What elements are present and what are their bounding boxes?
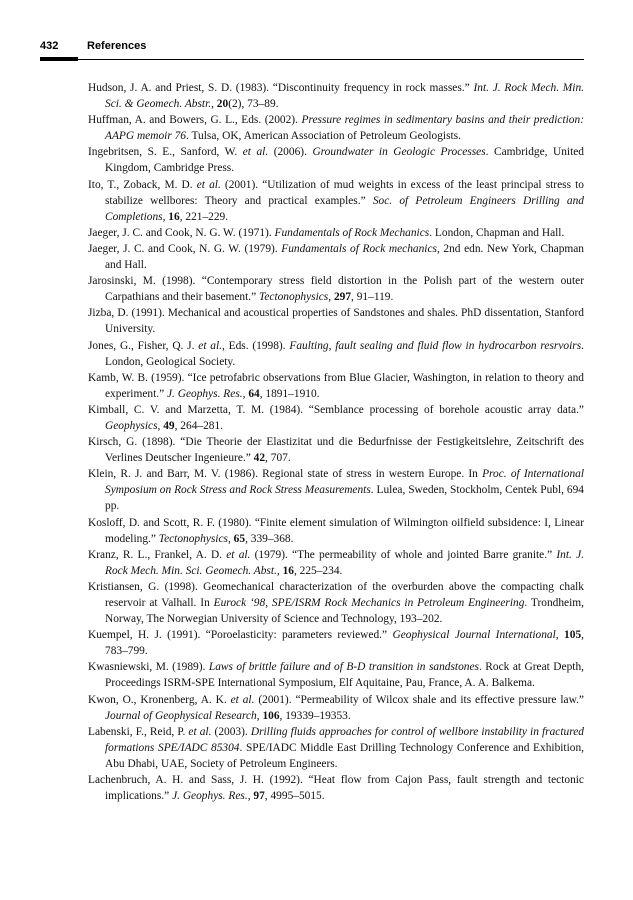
reference-entry: [88, 772, 584, 804]
reference-volume: 16: [282, 564, 294, 577]
reference-entry: [88, 338, 584, 370]
reference-text: (2001). “Utilization of mud weights in excess of the least principal stress to stabilize wellbores: Theory and practical examples.”: [105, 178, 584, 207]
reference-text: . Rock at Great Depth, Proceedings ISRM-SPE International Symposium, Elf Aquitaine, Pau, France, A. A. Balkema.: [105, 661, 584, 690]
reference-italic-text: et al.: [198, 339, 222, 352]
reference-italic-text: Drilling fluids approaches for control of wellbore instability in fractured formations SPE/IADC 85304: [105, 725, 584, 754]
reference-italic-text: Int. J. Rock Mech. Min. Sci. & Geomech. Abstr.: [105, 82, 584, 111]
reference-entry: [88, 466, 584, 514]
reference-italic-text: Tectonophysics: [158, 532, 228, 545]
reference-text: ,: [247, 790, 254, 803]
header-rule-thick: [40, 57, 78, 61]
reference-text: (2), 73–89.: [228, 98, 279, 111]
reference-text: . London, Geological Society.: [105, 339, 584, 368]
reference-entry: [88, 225, 584, 241]
reference-volume: 105: [564, 629, 582, 642]
reference-text: (2006).: [268, 146, 313, 159]
reference-text: , 1891–1910.: [259, 387, 320, 400]
reference-entry: [88, 547, 584, 579]
reference-entry: [88, 241, 584, 273]
reference-italic-text: et al.: [196, 178, 221, 191]
reference-text: ,: [162, 210, 169, 223]
reference-italic-text: Pressure regimes in sedimentary basins and their prediction: AAPG memoir 76: [105, 114, 584, 143]
reference-text: ,: [276, 564, 283, 577]
reference-text: Ito, T., Zoback, M. D.: [88, 178, 197, 191]
reference-volume: 97: [253, 790, 265, 803]
reference-volume: 64: [248, 387, 260, 400]
reference-text: , 783–799.: [105, 629, 584, 658]
reference-text: , 707.: [265, 452, 291, 465]
reference-text: Huffman, A. and Bowers, G. L., Eds. (2002).: [88, 114, 302, 127]
reference-text: Hudson, J. A. and Priest, S. D. (1983). “Discontinuity frequency in rock masses.”: [88, 82, 474, 94]
reference-volume: 20: [216, 98, 229, 111]
reference-entry: [88, 579, 584, 627]
page-number: 432: [40, 40, 59, 52]
reference-italic-text: et al.: [230, 693, 255, 706]
reference-italic-text: J. Geophys. Res.: [172, 790, 248, 803]
page-header: [40, 40, 584, 70]
reference-italic-text: et al.: [242, 146, 269, 159]
reference-text: , 4995–5015.: [264, 790, 325, 803]
reference-entry: [88, 434, 584, 466]
reference-entry: [88, 659, 584, 691]
reference-italic-text: Laws of brittle failure and of B-D transition in sandstones: [208, 661, 479, 674]
reference-italic-text: Proc. of International Symposium on Rock Stress and Rock Stress Measurements: [105, 468, 585, 497]
reference-entry: [88, 515, 584, 547]
reference-italic-text: et al.: [188, 725, 212, 738]
header-rule-thin: [78, 59, 584, 60]
reference-volume: 297: [333, 291, 352, 304]
reference-text: Kwasniewski, M. (1989).: [88, 661, 209, 674]
reference-text: Labenski, F., Reid, P.: [88, 725, 189, 738]
reference-entry: [88, 273, 584, 305]
reference-text: ,: [242, 387, 249, 400]
reference-italic-text: Eurock ‘98, SPE/ISRM Rock Mechanics in Petroleum Engineering: [213, 597, 525, 609]
running-head: References: [87, 40, 147, 52]
reference-text: Kosloff, D. and Scott, R. F. (1980). “Finite element simulation of Wilmington oilfield subsidence: I, Linear modeling.”: [88, 516, 584, 545]
reference-text: . Cambridge, United Kingdom, Cambridge Press.: [105, 146, 585, 175]
reference-italic-text: Geophysics: [105, 419, 158, 432]
reference-text: Jones, G., Fisher, Q. J.: [88, 339, 199, 352]
reference-text: Jaeger, J. C. and Cook, N. G. W. (1971).: [88, 226, 275, 239]
reference-italic-text: Fundamentals of Rock mechanics: [281, 242, 437, 255]
reference-italic-text: Groundwater in Geologic Processes: [312, 146, 486, 159]
reference-entry: [88, 80, 584, 112]
reference-text: ,: [227, 532, 234, 545]
reference-text: , 264–281.: [174, 419, 224, 432]
reference-italic-text: J. Geophys. Res.: [167, 387, 243, 400]
reference-text: (2001). “Permeability of Wilcox shale and its effective pressure law.”: [254, 693, 584, 706]
reference-text: . SPE/IADC Middle East Drilling Technology Conference and Exhibition, Abu Dhabi, UAE, Society of Petroleum Engineers.: [105, 741, 584, 770]
reference-italic-text: Soc. of Petroleum Engineers Drilling and Completions: [105, 194, 584, 223]
reference-text: . Trondheim, Norway, The Norwegian University of Science and Technology, 193–202.: [105, 597, 584, 626]
reference-text: Kwon, O., Kronenberg, A. K.: [88, 693, 231, 706]
reference-text: Ingebritsen, S. E., Sanford, W.: [88, 146, 243, 159]
reference-text: . London, Chapman and Hall.: [429, 226, 565, 239]
reference-volume: 49: [163, 419, 175, 432]
reference-text: Jizba, D. (1991). Mechanical and acoustical properties of Sandstones and shales. PhD dissentation, Stanford University.: [88, 307, 584, 336]
reference-text: , Eds. (1998).: [221, 339, 290, 352]
reference-list: [88, 80, 584, 804]
reference-entry: [88, 144, 584, 176]
reference-text: , 91–119.: [351, 291, 394, 304]
reference-text: Klein, R. J. and Barr, M. V. (1986). Regional state of stress in western Europe. In: [88, 468, 483, 481]
reference-text: (2003).: [211, 725, 251, 738]
reference-entry: [88, 305, 584, 337]
reference-italic-text: et al.: [226, 548, 251, 561]
reference-italic-text: Tectonophysics: [259, 291, 329, 304]
reference-text: ,: [555, 629, 565, 642]
reference-text: Lachenbruch, A. H. and Sass, J. H. (1992). “Heat flow from Cajon Pass, fault strength and tectonic implications.”: [88, 774, 584, 803]
reference-volume: 42: [253, 452, 266, 465]
reference-text: Kamb, W. B. (1959). “Ice petrofabric observations from Blue Glacier, Washington, in relation to theory and experiment.”: [88, 371, 584, 400]
reference-entry: [88, 112, 584, 144]
reference-text: (1979). “The permeability of whole and jointed Barre granite.”: [250, 548, 557, 561]
reference-entry: [88, 724, 584, 772]
reference-volume: 65: [233, 532, 246, 545]
reference-entry: [88, 402, 584, 434]
reference-text: Kristiansen, G. (1998). Geomechanical characterization of the overburden above the compacting chalk reservoir at Valhall. In: [88, 580, 584, 609]
reference-text: . Lulea, Sweden, Stockholm, Centek Publ, 694 pp.: [105, 484, 585, 513]
reference-text: ,: [256, 709, 263, 722]
reference-italic-text: Faulting, fault sealing and fluid flow in hydrocarbon resrvoirs: [289, 339, 582, 352]
reference-entry: [88, 370, 584, 402]
reference-entry: [88, 692, 584, 724]
reference-text: Jarosinski, M. (1998). “Contemporary stress field distortion in the Polish part of the western outer Carpathians and their basement.”: [88, 275, 584, 304]
reference-volume: 106: [262, 709, 280, 722]
reference-text: . Tulsa, OK, American Association of Petroleum Geologists.: [186, 130, 461, 143]
reference-entry: [88, 627, 584, 659]
reference-text: Kuempel, H. J. (1991). “Poroelasticity: parameters reviewed.”: [88, 629, 393, 642]
reference-text: Jaeger, J. C. and Cook, N. G. W. (1979).: [88, 242, 282, 255]
reference-text: , 19339–19353.: [279, 709, 351, 722]
reference-text: , 2nd edn. New York, Chapman and Hall.: [105, 242, 584, 272]
reference-italic-text: Fundamentals of Rock Mechanics: [274, 226, 430, 239]
reference-text: ,: [157, 419, 164, 432]
reference-italic-text: Int. J. Rock Mech. Min. Sci. Geomech. Abst.: [105, 548, 584, 577]
reference-text: ,: [328, 291, 334, 304]
reference-entry: [88, 177, 584, 225]
reference-text: Kimball, C. V. and Marzetta, T. M. (1984). “Semblance processing of borehole acoustic array data.”: [88, 403, 584, 416]
reference-text: Kirsch, G. (1898). “Die Theorie der Elastizitat und die Bedurfnisse der Festigkeitslehre, Zeitschrift des Verlines Deutscher Ingenieure.”: [88, 436, 584, 465]
reference-text: , 221–229.: [179, 210, 229, 223]
reference-volume: 16: [168, 210, 180, 223]
reference-text: , 339–368.: [245, 532, 294, 545]
reference-text: ,: [211, 98, 217, 111]
reference-italic-text: Journal of Geophysical Research: [105, 709, 257, 722]
reference-text: , 225–234.: [293, 564, 343, 577]
reference-italic-text: Geophysical Journal International: [392, 629, 556, 642]
reference-text: Kranz, R. L., Frankel, A. D.: [88, 548, 227, 561]
